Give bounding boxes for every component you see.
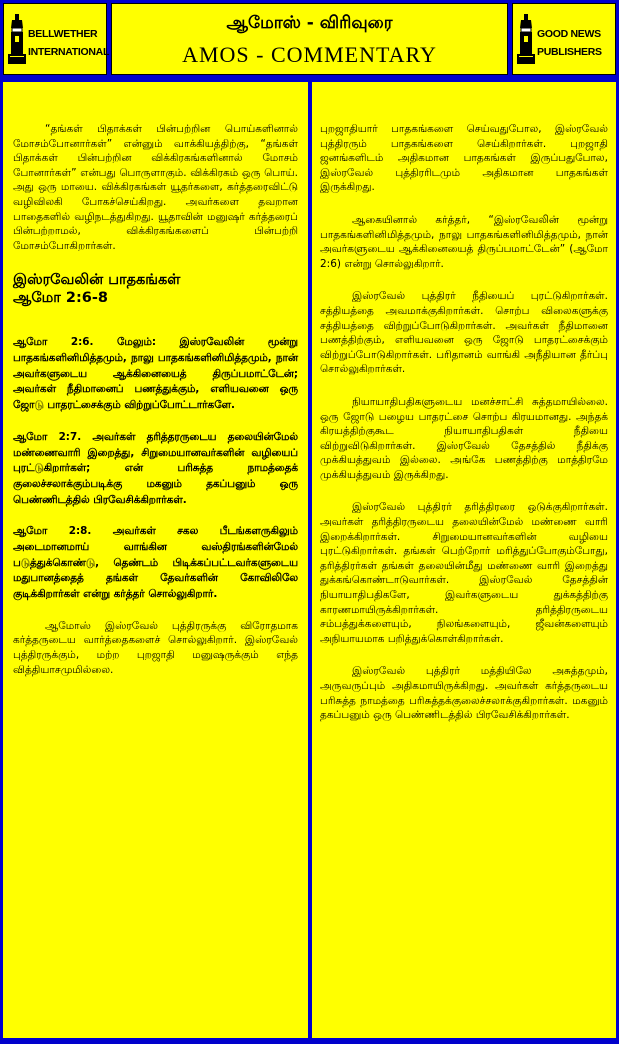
bellwether-logo: [8, 14, 110, 66]
title-box: [111, 3, 508, 75]
header-bar: [0, 0, 619, 79]
heading-line1: இஸ்ரவேலின் பாதகங்கள்: [13, 272, 181, 289]
right-column: [309, 79, 619, 1041]
paragraph: ஆகையினால் கர்த்தர், “இஸ்ரவேலின் மூன்று பாதகங்களினிமித்தமும், நாலு பாதகங்களினிமித்தமும், நான் அவர்களுடைய ஆக்கினையைத் திருப்பமாட்டேன்” (ஆமோ 2:6) என்று சொல்லுகிறார்.: [320, 213, 608, 270]
bell-tower-icon: [8, 14, 26, 64]
heading-line2: ஆமோ 2:6-8: [13, 290, 109, 307]
paragraph: புறஜாதியார் பாதகங்களை செய்வதுபோல, இஸ்ரவேல் புத்திரரும் பாதகங்களை செய்கிறார்கள். புறஜாதி ஜனங்களிடம் அதிகமான பாதகங்கள் இருப்பதுபோல, இஸ்ரவேல் புத்திரரிடமும் அதிகமான பாதகங்கள் இருக்கிறது.: [320, 123, 608, 194]
title-english: AMOS - COMMENTARY: [182, 42, 437, 67]
verse-2-7: ஆமோ 2:7. அவர்கள் தரித்தரருடைய தலையின்மேல் மண்ணைவாரி இறைத்து, சிறுமையானவர்களின் வழியைப் புரட்டுகிறார்கள்; என் பரிசுத்த நாமத்தைக் குலைச்சலாக்கும்படிக்கு மகனும் தகப்பனும் ஒரு பெண்ணிடத்தில் பிரவேசிக்கிறார்கள்.: [13, 430, 298, 506]
bell-tower-icon: [517, 14, 535, 64]
paragraph: நியாயாதிபதிகளுடைய மனச்சாட்சி சுத்தமாயில்லை. ஒரு ஜோடு பழைய பாதரட்சை சொற்ப கிரயமானது. அந்தக் கிரயத்திற்குகூட நியாயாதிபதிகள் நீதியை விற்றுவிடுகிறார்கள். இஸ்ரவேல் தேசத்தில் நீதிக்கு முக்கியத்துவம் இல்லை. அங்கே பணத்திற்கு மாத்திரமே முக்கியத்துவம் இருக்கிறது.: [320, 395, 608, 481]
logo-line1: GOOD NEWS: [537, 28, 601, 40]
section-heading: [13, 271, 298, 307]
paragraph: இஸ்ரவேல் புத்திரர் தரித்திரரை ஒடுக்குகிறார்கள். அவர்கள் தரித்திரருடைய தலையின்மேல் மண்ணை வாரி இறைக்கிறார்கள். சிறுமையானவர்களின் வழியை புரட்டுகிறார்கள். தங்கள் பெற்றோர் மரித்துப்போகும்போது, தரித்திரர்கள் தங்கள் தலையின்மீது மண்ணை வாரி இறைத்து துக்கங்கொண்டாடுவார்கள். இஸ்ரவேல் தேசத்தின் நியாயாதிபதிகளே, இவர்களுடைய துக்கத்திற்கு காரணமாயிருக்கிறார்கள். தரித்திரருடைய சம்பத்துக்களையும், நிலங்களையும், ஜீவன்களையும் அநியாயமாக பறித்துக்கொள்கிறார்கள்.: [320, 501, 608, 645]
left-column: [0, 79, 311, 1041]
goodnews-logo: [517, 14, 613, 66]
bellwether-logo-box: [3, 3, 110, 75]
title-tamil: ஆமோஸ் - விரிவுரை: [226, 13, 393, 33]
paragraph: “தங்கள் பிதாக்கள் பின்பற்றின பொய்களினால் மோசம்போனார்கள்” என்னும் வாக்கியத்திற்கு, “தங்கள் பிதாக்கள் பின்பற்றின விக்கிரகங்களினால் மோசம் போனார்கள்” என்பது பொருளாகும். விக்கிரகம் ஒரு பொய். அது ஒரு மாயை. விக்கிரகங்கள் யூதர்களை, கர்த்தரைவிட்டு வழிவிலகி போகச்செய்கிறது. அவர்களை தவறான பாதைகளில் வழிநடத்துகிறது. யூதாவின் மனுஷர் கர்த்தரைப் பின்பற்றாமல், விக்கிரகங்களைப் பின்பற்றி மோசம்போகிறார்கள்.: [13, 123, 298, 252]
logo-line2: PUBLISHERS: [537, 46, 602, 58]
logo-line2: INTERNATIONAL: [28, 46, 110, 58]
paragraph: இஸ்ரவேல் புத்திரர் நீதியைப் புரட்டுகிறார்கள். சத்தியத்தை அவமாக்குகிறார்கள். சொற்ப விலைகளுக்கு சத்தியத்தை விற்றுப்போடுகிறார்கள். அவர்கள் நீதிமானை பணத்திற்கும், எளியவனை ஒரு ஜோடு பாதரட்சைக்கும் விற்றுப்போடுகிறார்கள். பரிதானம் வாங்கி அநீதியான தீர்ப்பு சொல்லுகிறார்கள்.: [320, 290, 608, 376]
goodnews-logo-box: [512, 3, 616, 75]
verse-2-6: ஆமோ 2:6. மேலும்: இஸ்ரவேலின் மூன்று பாதகங்களினிமித்தமும், நாலு பாதகங்களினிமித்தமும், நான் அவர்களுடைய ஆக்கினையைத் திருப்பமாட்டேன்; அவர்கள் நீதிமானைப் பணத்துக்கும், எளியவனை ஒரு ஜோடு பாதரட்சைக்கும் விற்றுப்போட்டார்களே.: [13, 336, 298, 412]
logo-line1: BELLWETHER: [28, 28, 98, 40]
paragraph: இஸ்ரவேல் புத்திரர் மத்தியிலே அசுத்தமும், அருவருப்பும் அதிகமாயிருக்கிறது. அவர்கள் கர்த்தருடைய பரிசுத்த நாமத்தை பரிசுத்தக்குலைச்சலாக்குகிறார்கள். மகனும் தகப்பனும் ஒரு பெண்ணிடத்தில் பிரவேசிக்கிறார்கள்.: [320, 665, 608, 722]
verse-2-8: ஆமோ 2:8. அவர்கள் சகல பீடங்களருகிலும் அடைமானமாய் வாங்கின வஸ்திரங்களின்மேல் படுத்துக்கொண்டு, தெண்டம் பிடிக்கப்பட்டவர்களுடைய மதுபானத்தைத் தங்கள் தேவர்களின் கோவிலிலே குடிக்கிறார்கள் என்று கர்த்தர் சொல்லுகிறார்.: [13, 525, 298, 601]
paragraph: ஆமோஸ் இஸ்ரவேல் புத்திரருக்கு விரோதமாக கர்த்தருடைய வார்த்தைகளைச் சொல்லுகிறார். இஸ்ரவேல் புத்திரருக்கும், மற்ற புறஜாதி மனுஷருக்கும் எந்த வித்தியாசமுமில்லை.: [13, 619, 298, 676]
